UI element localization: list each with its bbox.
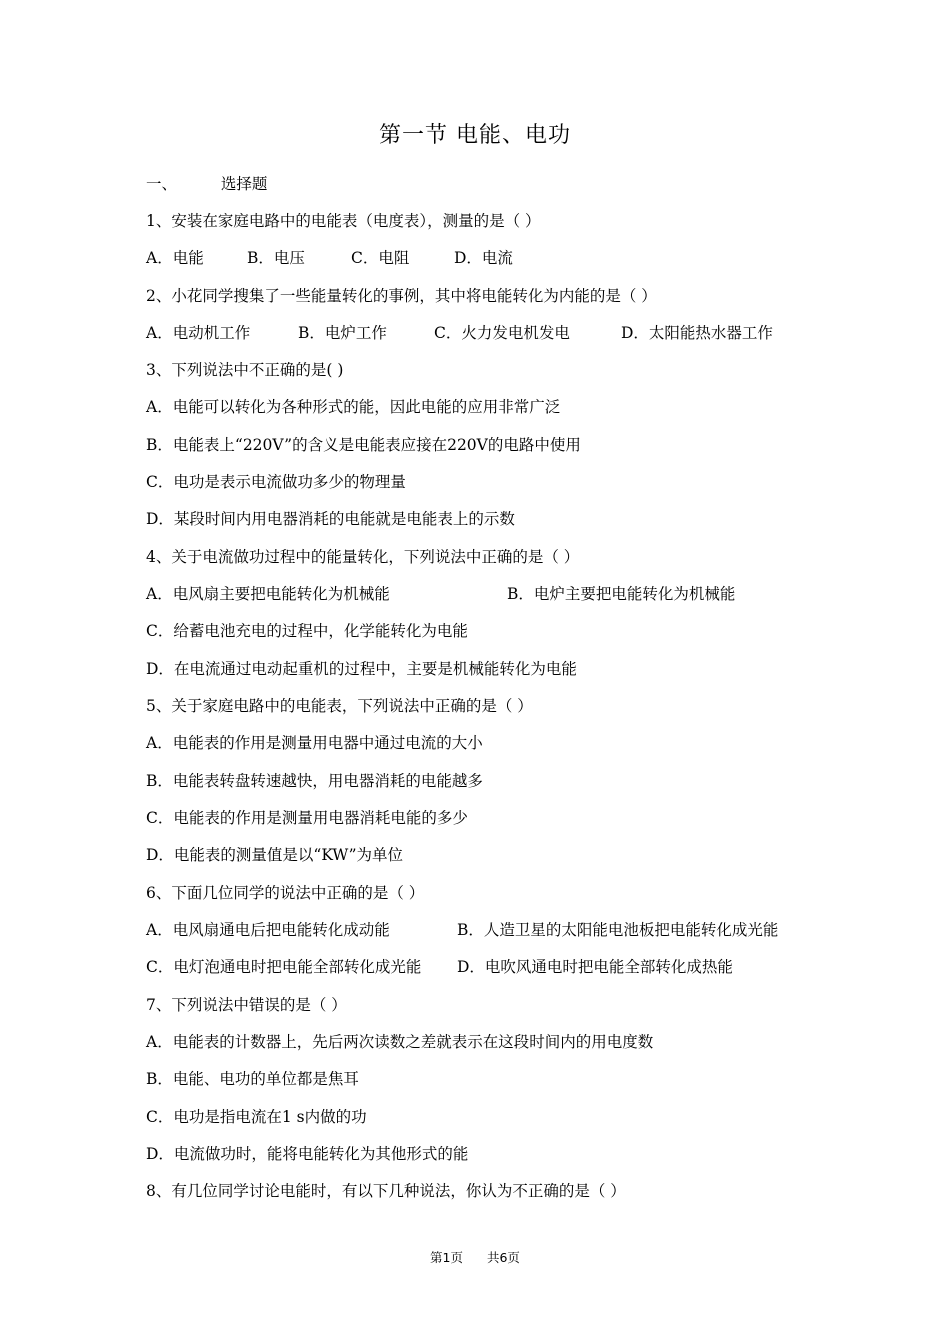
question-7-option-c: C．电功是指电流在1 s内做的功	[146, 1108, 367, 1126]
question-1-stem: 1、安装在家庭电路中的电能表（电度表），测量的是（ ）	[146, 212, 541, 230]
question-5-option-b: B．电能表转盘转速越快，用电器消耗的电能越多	[146, 772, 483, 790]
question-3-stem: 3、下列说法中不正确的是( )	[146, 361, 344, 379]
page-footer	[0, 1248, 950, 1266]
question-3-option-d: D．某段时间内用电器消耗的电能就是电能表上的示数	[146, 510, 515, 528]
question-4-option-d: D．在电流通过电动起重机的过程中，主要是机械能转化为电能	[146, 660, 577, 678]
question-4-stem: 4、关于电流做功过程中的能量转化，下列说法中正确的是（ ）	[146, 548, 580, 566]
option-b: B．电炉工作	[298, 324, 387, 342]
option-a: A．电风扇主要把电能转化为机械能	[146, 585, 390, 603]
question-7-option-d: D．电流做功时，能将电能转化为其他形式的能	[146, 1145, 469, 1163]
option-d: D．电吹风通电时把电能全部转化成热能	[457, 958, 733, 976]
option-c: C．火力发电机发电	[434, 324, 570, 342]
question-3-option-b: B．电能表上“220V”的含义是电能表应接在220V的电路中使用	[146, 436, 581, 454]
question-5-stem: 5、关于家庭电路中的电能表，下列说法中正确的是（ ）	[146, 697, 533, 715]
section-label: 选择题	[220, 175, 268, 193]
question-7-stem: 7、下列说法中错误的是（ ）	[146, 996, 347, 1014]
question-5-option-d: D．电能表的测量值是以“KW”为单位	[146, 846, 404, 864]
option-b: B．电压	[247, 249, 305, 267]
option-b: B．人造卫星的太阳能电池板把电能转化成光能	[457, 921, 779, 939]
question-5-option-a: A．电能表的作用是测量用电器中通过电流的大小	[146, 734, 483, 752]
option-c: C．电阻	[351, 249, 410, 267]
question-3-option-a: A．电能可以转化为各种形式的能，因此电能的应用非常广泛	[146, 398, 561, 416]
section-heading	[146, 174, 267, 194]
option-a: A．电风扇通电后把电能转化成动能	[146, 921, 390, 939]
page-number: 第1页	[430, 1250, 463, 1265]
option-d: D．电流	[454, 249, 513, 267]
question-6-stem: 6、下面几位同学的说法中正确的是（ ）	[146, 884, 425, 902]
option-c: C．电灯泡通电时把电能全部转化成光能	[146, 958, 422, 976]
question-5-option-c: C．电能表的作用是测量用电器消耗电能的多少	[146, 809, 468, 827]
option-b: B．电炉主要把电能转化为机械能	[507, 585, 736, 603]
question-7-option-b: B．电能、电功的单位都是焦耳	[146, 1070, 359, 1088]
question-4-option-c: C．给蓄电池充电的过程中，化学能转化为电能	[146, 622, 468, 640]
page-title: 第一节 电能、电功	[379, 123, 571, 148]
option-d: D．太阳能热水器工作	[621, 324, 773, 342]
question-7-option-a: A．电能表的计数器上，先后两次读数之差就表示在这段时间内的用电度数	[146, 1033, 654, 1051]
option-a: A．电动机工作	[146, 324, 251, 342]
section-number: 一、	[146, 175, 178, 193]
question-3-option-c: C．电功是表示电流做功多少的物理量	[146, 473, 406, 491]
question-2-stem: 2、小花同学搜集了一些能量转化的事例，其中将电能转化为内能的是（ ）	[146, 287, 657, 305]
question-8-stem: 8、有几位同学讨论电能时，有以下几种说法，你认为不正确的是（ ）	[146, 1182, 626, 1200]
option-a: A．电能	[146, 249, 204, 267]
page-total: 共6页	[486, 1250, 520, 1265]
